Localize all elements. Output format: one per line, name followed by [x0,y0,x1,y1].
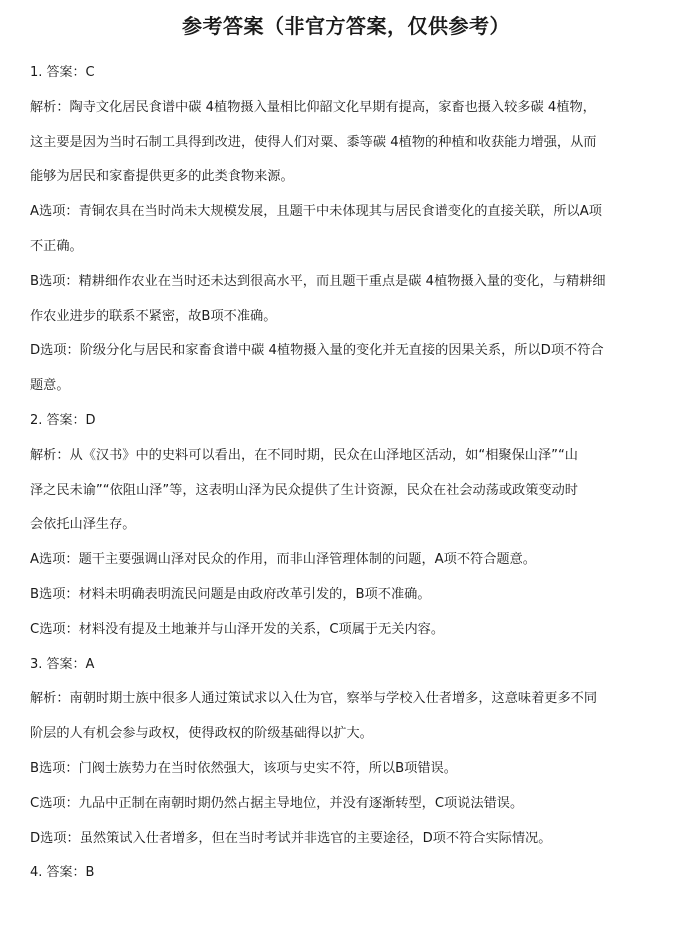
answer-1-option-d: D选项：阶级分化与居民和家畜食谱中碳 4植物摄入量的变化并无直接的因果关系，所以D项不符合 [30,343,604,359]
answer-2-option-c: C选项：材料没有提及土地兼并与山泽开发的关系，C项属于无关内容。 [30,621,445,637]
answer-1-heading: 1. 答案：C [30,65,95,80]
answer-2-heading: 2. 答案：D [30,412,96,428]
answer-1-option-b-cont: 作农业进步的联系不紧密，故B项不准确。 [30,308,277,324]
document-body [30,56,662,891]
answer-2-option-b: B选项：材料未明确表明流民问题是由政府改革引发的，B项不准确。 [30,586,431,602]
page-title: 参考答案（非官方答案，仅供参考） [182,14,510,38]
answer-3-option-b: B选项：门阀士族势力在当时依然强大，该项与史实不符，所以B项错误。 [30,760,457,776]
answer-1-analysis-cont: 这主要是因为当时石制工具得到改进，使得人们对粟、黍等碳 4植物的种植和收获能力增强，从而 [30,134,597,150]
answer-1-option-d-cont: 题意。 [30,378,70,394]
answer-3-heading: 3. 答案：A [30,656,95,672]
answer-3-analysis: 解析：南朝时期士族中很多人通过策试求以入仕为官，察举与学校入仕者增多，这意味着更多不同 [30,691,598,707]
answer-1-analysis-cont: 能够为居民和家畜提供更多的此类食物来源。 [30,169,294,185]
answer-2-option-a: A选项：题干主要强调山泽对民众的作用，而非山泽管理体制的问题，A项不符合题意。 [30,552,536,568]
answer-4-heading: 4. 答案：B [30,865,95,881]
answer-3-option-c: C选项：九品中正制在南朝时期仍然占据主导地位，并没有逐渐转型，C项说法错误。 [30,795,524,811]
answer-2-analysis-cont: 会依托山泽生存。 [30,517,136,533]
answer-2-analysis: 解析：从《汉书》中的史料可以看出，在不同时期，民众在山泽地区活动，如“相聚保山泽”“山 [30,447,578,463]
answer-1-analysis: 解析：陶寺文化居民食谱中碳 4植物摄入量相比仰韶文化早期有提高，家畜也摄入较多碳 4植物， [30,99,596,115]
answer-2-analysis-cont: 泽之民未谕”“依阻山泽”等，这表明山泽为民众提供了生计资源，民众在社会动荡或政策变动时 [30,482,578,498]
answer-1-option-a: A选项：青铜农具在当时尚未大规模发展，且题干中未体现其与居民食谱变化的直接关联，所以A项 [30,204,602,220]
answer-1-option-a-cont: 不正确。 [30,238,83,254]
answer-3-analysis-cont: 阶层的人有机会参与政权，使得政权的阶级基础得以扩大。 [30,726,373,742]
answer-3-option-d: D选项：虽然策试入仕者增多，但在当时考试并非选官的主要途径，D项不符合实际情况。 [30,830,552,846]
answer-1-option-b: B选项：精耕细作农业在当时还未达到很高水平，而且题干重点是碳 4植物摄入量的变化，与精耕细 [30,273,606,289]
